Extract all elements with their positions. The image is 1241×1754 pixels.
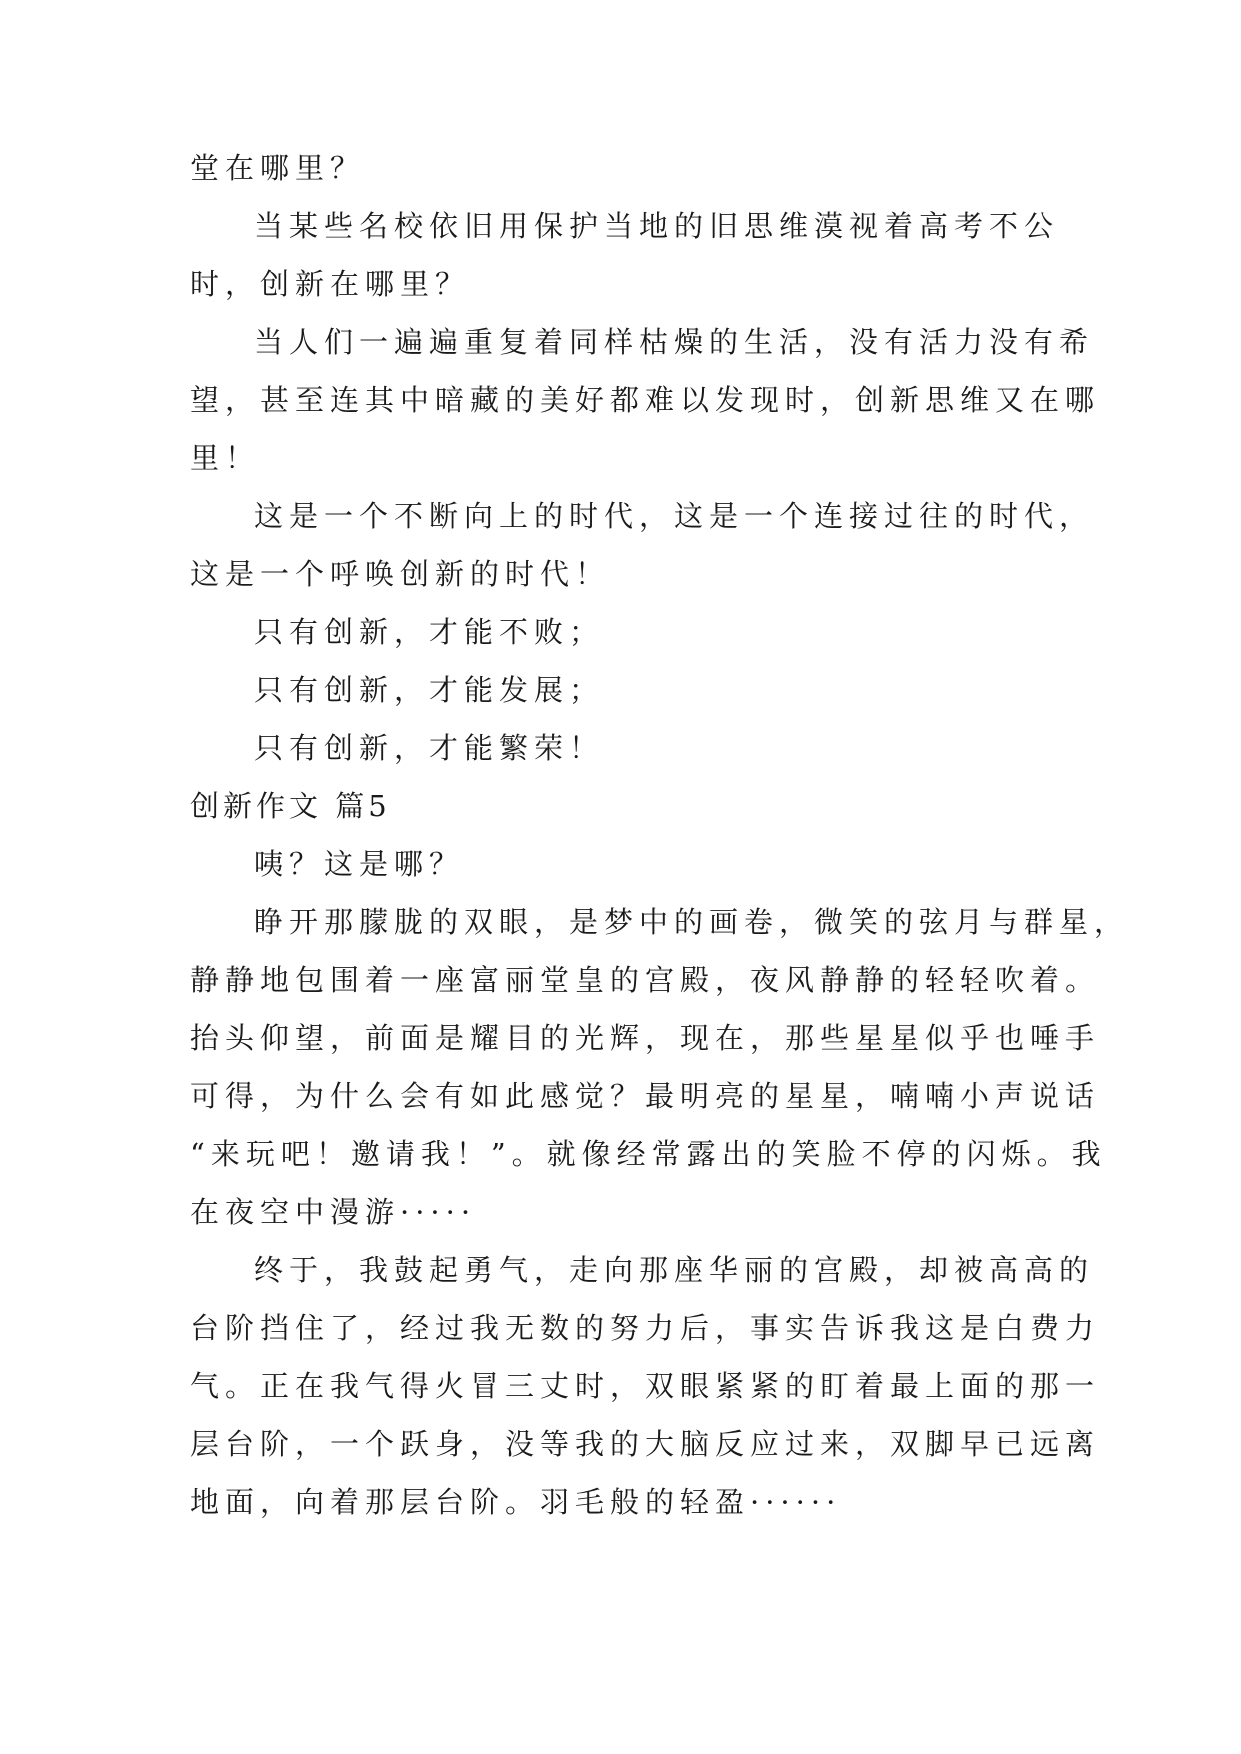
text-line: 在夜空中漫游·····: [190, 1195, 477, 1229]
text-line: 当人们一遍遍重复着同样枯燥的生活，没有活力没有希: [254, 325, 1095, 359]
text-line: 终于，我鼓起勇气，走向那座华丽的宫殿，却被高高的: [254, 1253, 1095, 1287]
text-line: 只有创新，才能繁荣！: [254, 731, 605, 765]
text-line: 这是一个呼唤创新的时代！: [190, 557, 611, 591]
text-line: 层台阶，一个跃身，没等我的大脑反应过来，双脚早已远离: [190, 1427, 1101, 1461]
document-body: [190, 139, 1130, 1531]
text-line: 地面，向着那层台阶。羽毛般的轻盈······: [190, 1485, 842, 1519]
text-line: 当某些名校依旧用保护当地的旧思维漠视着高考不公: [254, 209, 1060, 243]
text-line: 气。正在我气得火冒三丈时，双眼紧紧的盯着最上面的那一: [190, 1369, 1101, 1403]
text-line: 堂在哪里？: [190, 151, 366, 185]
text-line: 只有创新，才能发展；: [254, 673, 605, 707]
text-line: 睁开那朦胧的双眼，是梦中的画卷，微笑的弦月与群星，: [254, 905, 1130, 939]
text-line: 静静地包围着一座富丽堂皇的宫殿，夜风静静的轻轻吹着。: [190, 963, 1101, 997]
text-line: 里！: [190, 441, 261, 475]
text-line: 望，甚至连其中暗藏的美好都难以发现时，创新思维又在哪: [190, 383, 1101, 417]
text-line: 时，创新在哪里？: [190, 267, 471, 301]
text-line: 可得，为什么会有如此感觉？最明亮的星星，喃喃小声说话: [190, 1079, 1101, 1113]
text-line: 咦？这是哪？: [254, 847, 465, 881]
text-line: 这是一个不断向上的时代，这是一个连接过往的时代，: [254, 499, 1095, 533]
text-line: “来玩吧！邀请我！”。就像经常露出的笑脸不停的闪烁。我: [190, 1137, 1107, 1171]
text-line: 只有创新，才能不败；: [254, 615, 605, 649]
text-line: 抬头仰望，前面是耀目的光辉，现在，那些星星似乎也唾手: [190, 1021, 1101, 1055]
section-heading: 创新作文 篇5: [190, 789, 391, 823]
text-line: 台阶挡住了，经过我无数的努力后，事实告诉我这是白费力: [190, 1311, 1101, 1345]
